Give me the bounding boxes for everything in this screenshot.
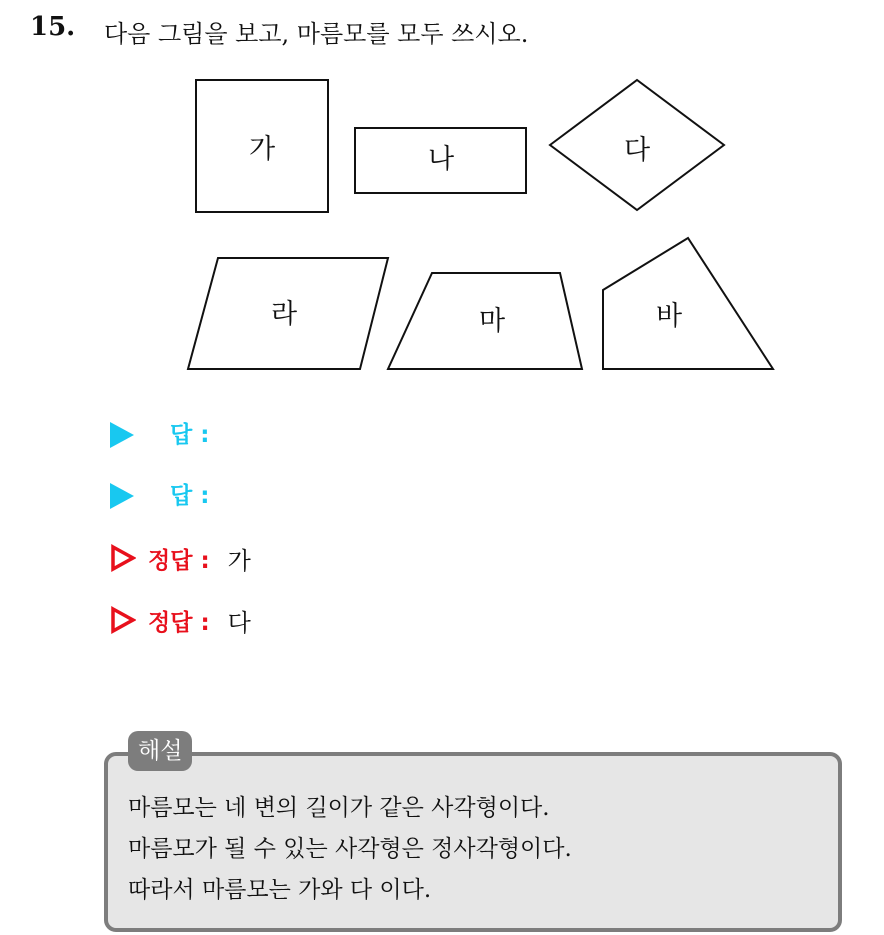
explanation-line: 마름모가 될 수 있는 사각형은 정사각형이다. xyxy=(128,836,572,862)
question-number: 15. xyxy=(30,12,76,42)
shape-label-na: 나 xyxy=(427,144,455,175)
explanation-line: 따라서 마름모는 가와 다 이다. xyxy=(128,877,432,903)
explanation-text xyxy=(128,788,572,911)
shape-label-ga: 가 xyxy=(248,134,276,165)
shape-label-ra: 라 xyxy=(270,299,298,330)
play-arrow-icon xyxy=(110,422,134,448)
answer-label: 답 : xyxy=(170,422,210,448)
correct-answer-row-2 xyxy=(110,603,251,637)
explanation-line: 마름모는 네 변의 길이가 같은 사각형이다. xyxy=(128,795,550,821)
play-outline-icon xyxy=(110,544,136,572)
shape-label-ba: 바 xyxy=(655,301,683,332)
answer-row-2 xyxy=(110,479,210,513)
play-arrow-icon xyxy=(110,483,134,509)
answer-label: 답 : xyxy=(170,483,210,509)
explanation-tag: 해설 xyxy=(128,731,192,771)
correct-answer-label: 정답 : xyxy=(148,547,210,574)
answer-row-1 xyxy=(110,418,210,452)
shapes-figure xyxy=(0,0,884,390)
correct-answer-value: 다 xyxy=(227,608,251,637)
correct-answer-value: 가 xyxy=(227,546,251,575)
play-outline-icon xyxy=(110,606,136,634)
correct-answer-label: 정답 : xyxy=(148,609,210,636)
shape-label-da: 다 xyxy=(623,135,651,166)
shape-quadrilateral xyxy=(603,238,773,369)
shape-label-ma: 마 xyxy=(478,306,506,337)
correct-answer-row-1 xyxy=(110,541,251,575)
question-text: 다음 그림을 보고, 마름모를 모두 쓰시오. xyxy=(104,20,529,48)
